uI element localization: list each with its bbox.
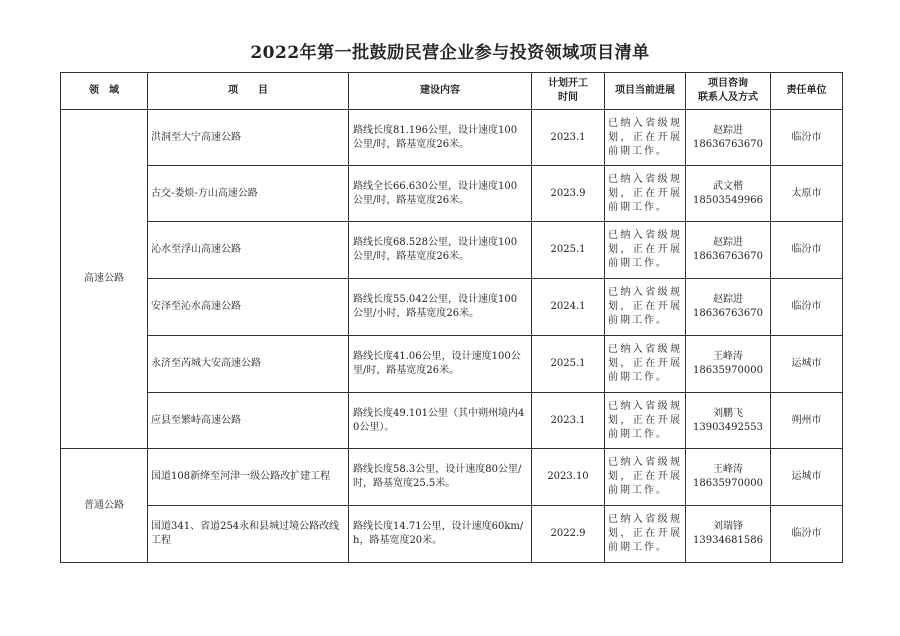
- unit-cell: 运城市: [771, 449, 843, 506]
- start-cell: 2023.1: [532, 393, 605, 449]
- progress-cell: 已纳入省级规划，正在开展前期工作。: [605, 279, 686, 336]
- content-cell: 路线全长66.630公里，设计速度100公里/时，路基宽度26米。: [349, 166, 532, 222]
- table-row: [61, 166, 843, 222]
- unit-cell: 朔州市: [771, 393, 843, 449]
- start-cell: 2023.10: [532, 449, 605, 506]
- content-cell: 路线长度14.71公里，设计速度60km/h，路基宽度20米。: [349, 506, 532, 563]
- progress-cell: 已纳入省级规划，正在开展前期工作。: [605, 393, 686, 449]
- contact-cell: 王峰涛 18635970000: [686, 336, 771, 393]
- header-content: 建设内容: [349, 73, 532, 110]
- start-cell: 2024.1: [532, 279, 605, 336]
- domain-cell: 普通公路: [61, 449, 148, 563]
- header-contact: 项目咨询 联系人及方式: [686, 73, 771, 110]
- start-cell: 2025.1: [532, 222, 605, 279]
- unit-cell: 太原市: [771, 166, 843, 222]
- header-start-time: 计划开工 时间: [532, 73, 605, 110]
- domain-cell: 高速公路: [61, 110, 148, 449]
- contact-cell: 刘瑞锋 13934681586: [686, 506, 771, 563]
- start-cell: 2023.1: [532, 110, 605, 166]
- content-cell: 路线长度41.06公里，设计速度100公里/时，路基宽度26米。: [349, 336, 532, 393]
- progress-cell: 已纳入省级规划，正在开展前期工作。: [605, 449, 686, 506]
- table-row: [61, 222, 843, 279]
- table-row: [61, 449, 843, 506]
- table-row: [61, 506, 843, 563]
- project-cell: 沁水至浮山高速公路: [148, 222, 349, 279]
- content-cell: 路线长度49.101公里（其中朔州境内40公里）。: [349, 393, 532, 449]
- project-cell: 国道108新绛至河津一级公路改扩建工程: [148, 449, 349, 506]
- contact-cell: 赵踪进 18636763670: [686, 279, 771, 336]
- project-cell: 应县至繁峙高速公路: [148, 393, 349, 449]
- start-cell: 2025.1: [532, 336, 605, 393]
- contact-cell: 武文楷 18503549966: [686, 166, 771, 222]
- table-row: [61, 110, 843, 166]
- progress-cell: 已纳入省级规划，正在开展前期工作。: [605, 110, 686, 166]
- progress-cell: 已纳入省级规划，正在开展前期工作。: [605, 222, 686, 279]
- unit-cell: 临汾市: [771, 279, 843, 336]
- contact-cell: 刘鹏飞 13903492553: [686, 393, 771, 449]
- unit-cell: 运城市: [771, 336, 843, 393]
- header-domain: 领 域: [61, 73, 148, 110]
- header-progress: 项目当前进展: [605, 73, 686, 110]
- start-cell: 2023.9: [532, 166, 605, 222]
- project-cell: 洪洞至大宁高速公路: [148, 110, 349, 166]
- project-cell: 永济至芮城大安高速公路: [148, 336, 349, 393]
- contact-cell: 赵踪进 18636763670: [686, 110, 771, 166]
- table-row: [61, 393, 843, 449]
- progress-cell: 已纳入省级规划，正在开展前期工作。: [605, 166, 686, 222]
- content-cell: 路线长度58.3公里，设计速度80公里/时，路基宽度25.5米。: [349, 449, 532, 506]
- project-cell: 古交-娄烦-方山高速公路: [148, 166, 349, 222]
- unit-cell: 临汾市: [771, 506, 843, 563]
- header-project: 项 目: [148, 73, 349, 110]
- project-cell: 安泽至沁水高速公路: [148, 279, 349, 336]
- contact-cell: 赵踪进 18636763670: [686, 222, 771, 279]
- unit-cell: 临汾市: [771, 110, 843, 166]
- contact-cell: 王峰涛 18635970000: [686, 449, 771, 506]
- header-row: [61, 73, 843, 110]
- progress-cell: 已纳入省级规划，正在开展前期工作。: [605, 506, 686, 563]
- table-row: [61, 336, 843, 393]
- project-cell: 国道341、省道254永和县城过境公路改线工程: [148, 506, 349, 563]
- content-cell: 路线长度55.042公里，设计速度100公里/小时，路基宽度26米。: [349, 279, 532, 336]
- table-row: [61, 279, 843, 336]
- unit-cell: 临汾市: [771, 222, 843, 279]
- content-cell: 路线长度68.528公里，设计速度100公里/时，路基宽度26米。: [349, 222, 532, 279]
- start-cell: 2022.9: [532, 506, 605, 563]
- header-unit: 责任单位: [771, 73, 843, 110]
- document-title: 2022年第一批鼓励民营企业参与投资领域项目清单: [250, 43, 650, 63]
- progress-cell: 已纳入省级规划，正在开展前期工作。: [605, 336, 686, 393]
- project-table: [60, 72, 843, 563]
- content-cell: 路线长度81.196公里，设计速度100公里/时，路基宽度26米。: [349, 110, 532, 166]
